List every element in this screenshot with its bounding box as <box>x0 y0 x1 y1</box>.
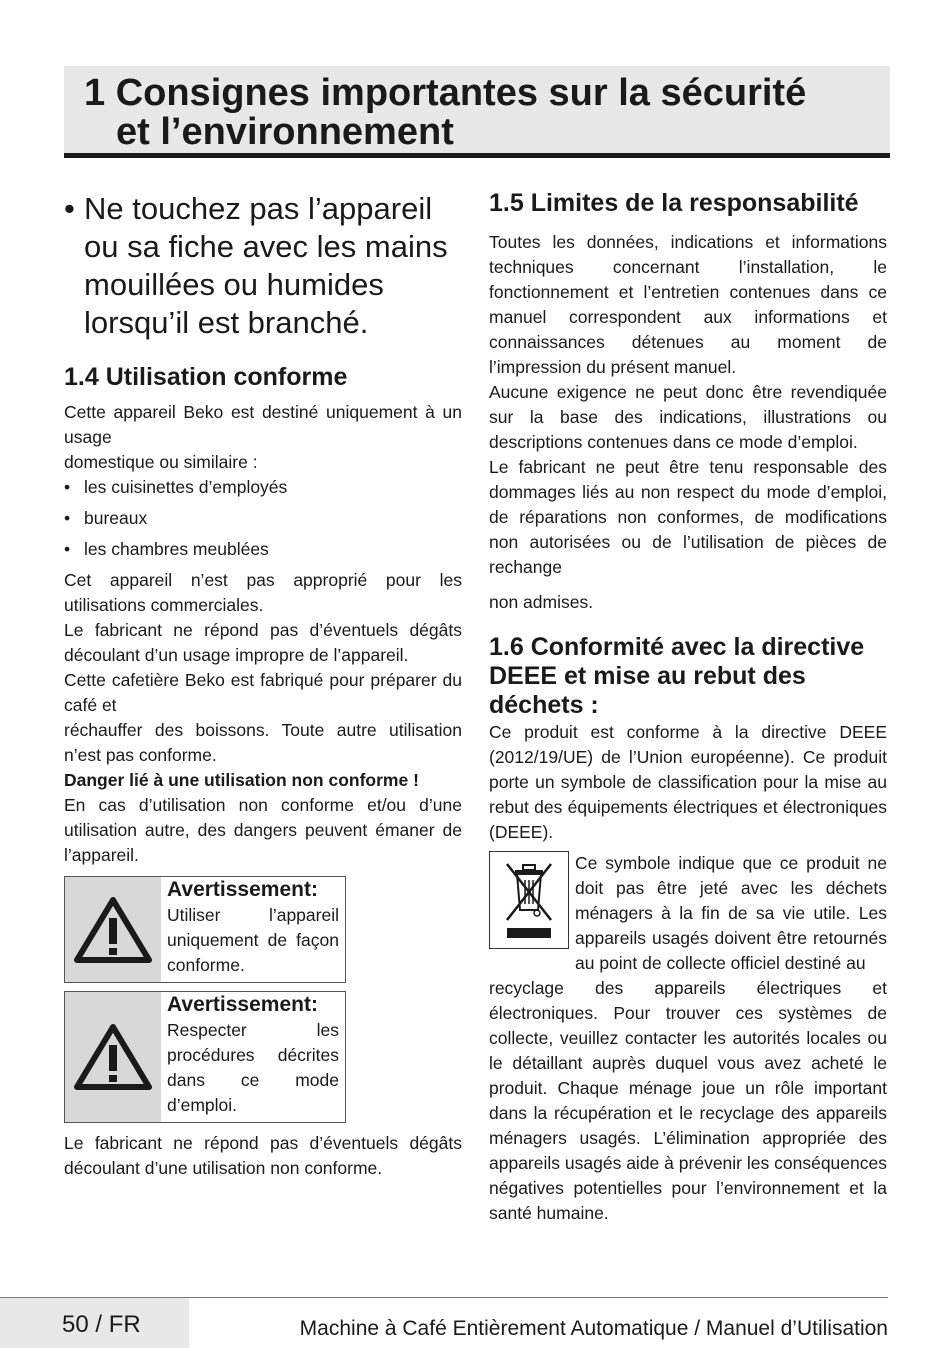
paragraph: Ce produit est conforme à la directive DEEE (2012/19/UE) de l’Union européenne). Ce produit porte un symbole de classification pour la mise au rebut des équipements électriques et électroniques (DEEE). <box>489 722 887 842</box>
section-heading-1-5: 1.5 Limites de la responsabilité <box>489 189 859 217</box>
weee-text: Ce symbole indique que ce produit ne doit pas être jeté avec les déchets ménagers à la fin de sa vie utile. Les appareils usagés doivent être retournés au point de collecte officiel destiné au <box>575 853 887 973</box>
paragraph: Toutes les données, indications et informations techniques concernant l’installation, le fonctionnement et l’entretien contenues dans ce manuel correspondent aux informations et connaissances détenues au moment de l’impression du présent manuel. <box>489 232 887 377</box>
warning-triangle-icon <box>65 877 161 982</box>
chapter-title-line1: 1 Consignes importantes sur la sécurité <box>84 72 807 114</box>
left-column <box>64 188 462 1181</box>
paragraph: Cet appareil n’est pas approprié pour les utilisations commerciales. <box>64 570 462 615</box>
usage-list <box>64 475 462 562</box>
right-column <box>489 188 887 1226</box>
paragraph: réchauffer des boissons. Toute autre utilisation n’est pas conforme. <box>64 720 462 765</box>
danger-text: En cas d’utilisation non conforme et/ou d’une utilisation autre, des dangers peuvent émaner de l’appareil. <box>64 795 462 865</box>
warning-box-1 <box>64 876 346 983</box>
list-item: • bureaux <box>64 508 148 528</box>
warning-title: Avertissement: <box>167 878 318 901</box>
bullet-dot: • <box>64 191 75 226</box>
warning-box-2 <box>64 991 346 1123</box>
crossed-out-bin-icon <box>489 851 569 949</box>
chapter-title-band <box>64 66 890 158</box>
warning-title: Avertissement: <box>167 993 318 1016</box>
paragraph: recyclage des appareils électriques et électroniques. Pour trouver ces systèmes de collecte, veuillez contacter les autorités locales ou le détaillant auprès duquel vous avez acheté le produit. Chaque ménage joue un rôle important dans la récupération et le recyclage des appareils ménagers usagés. L’élimination appropriée des appareils usagés aide à prévenir les conséquences négatives potentielles pour l’environnement et la santé humaine. <box>489 978 887 1223</box>
safety-bullet <box>64 190 462 342</box>
closing-text: Le fabricant ne répond pas d’éventuels dégâts découlant d’une utilisation non conforme. <box>64 1133 462 1178</box>
intro-text-1: Cette appareil Beko est destiné uniquement à un usage <box>64 402 462 447</box>
paragraph: Cette cafetière Beko est fabriqué pour préparer du café et <box>64 670 462 715</box>
chapter-title-line2: et l’environnement <box>116 111 454 153</box>
intro-text-2: domestique ou similaire : <box>64 452 258 472</box>
weee-block <box>489 851 887 976</box>
warning-text: Utiliser l’appareil uniquement de façon conforme. <box>167 905 339 975</box>
paragraph: non admises. <box>489 592 594 612</box>
warning-text: Respecter les procédures décrites dans ce mode d’emploi. <box>167 1020 339 1115</box>
chapter-title <box>64 66 890 152</box>
paragraph: Le fabricant ne répond pas d’éventuels dégâts découlant d’un usage impropre de l’appareil. <box>64 620 462 665</box>
paragraph: Le fabricant ne peut être tenu responsable des dommages liés au non respect du mode d’emploi, de réparations non conformes, de modifications non autorisées ou de l’utilisation de pièces de rechange <box>489 457 887 577</box>
warning-triangle-icon <box>65 992 161 1122</box>
list-item: • les chambres meublées <box>64 539 269 559</box>
section-heading-1-4: 1.4 Utilisation conforme <box>64 363 348 391</box>
page-number: 50 / FR <box>62 1311 141 1338</box>
safety-bullet-text: Ne touchez pas l’appareil ou sa fiche avec les mains mouillées ou humides lorsqu’il est branché. <box>84 191 448 340</box>
section-heading-1-6: 1.6 Conformité avec la directive DEEE et mise au rebut des déchets : <box>489 633 865 719</box>
paragraph: Aucune exigence ne peut donc être revendiquée sur la base des indications, illustrations ou descriptions contenues dans ce mode d’emploi. <box>489 382 887 452</box>
danger-heading: Danger lié à une utilisation non conforme ! <box>64 770 419 790</box>
footer-title: Machine à Café Entièrement Automatique / Manuel d’Utilisation <box>299 1317 888 1340</box>
list-item: • les cuisinettes d’employés <box>64 477 288 497</box>
